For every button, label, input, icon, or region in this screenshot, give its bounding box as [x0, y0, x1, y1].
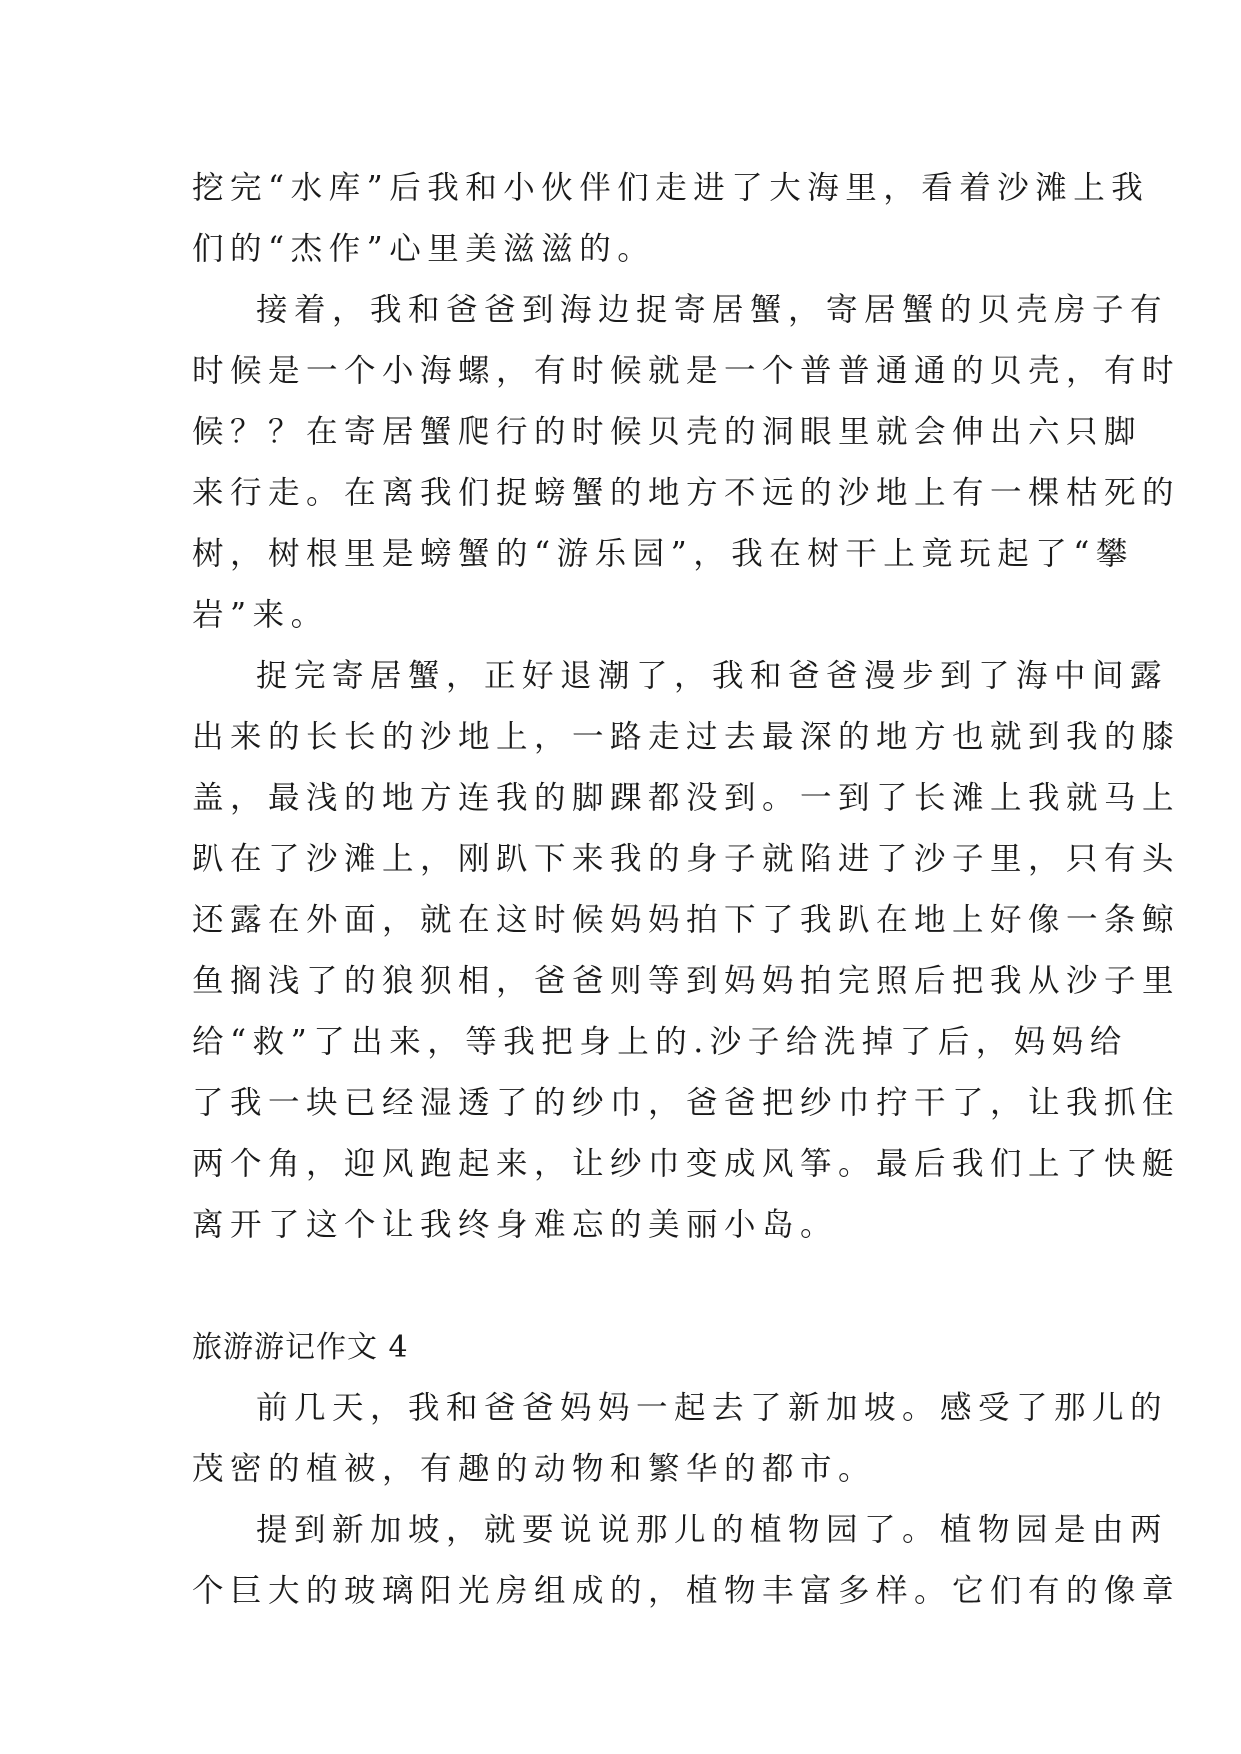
text-line: 来行走。在离我们捉螃蟹的地方不远的沙地上有一棵枯死的: [192, 475, 1181, 511]
text-line: 前几天，我和爸爸妈妈一起去了新加坡。感受了那儿的: [256, 1390, 1169, 1426]
paragraph: [192, 1500, 1181, 1622]
text-line: 还露在外面，就在这时候妈妈拍下了我趴在地上好像一条鲸: [192, 902, 1181, 938]
text-line: 挖完“水库”后我和小伙伴们走进了大海里，看着沙滩上我: [192, 170, 1150, 206]
text-line: 茂密的植被，有趣的动物和繁华的都市。: [192, 1451, 877, 1487]
text-line: 们的“杰作”心里美滋滋的。: [192, 231, 656, 267]
section-heading: 旅游游记作文 4: [192, 1330, 409, 1365]
text-line: 两个角，迎风跑起来，让纱巾变成风筝。最后我们上了快艇: [192, 1146, 1181, 1182]
text-line: 岩”来。: [192, 597, 329, 633]
text-line: 时候是一个小海螺，有时候就是一个普普通通的贝壳，有时: [192, 353, 1181, 389]
text-line: 树，树根里是螃蟹的“游乐园”，我在树干上竟玩起了“攀: [192, 536, 1134, 572]
paragraph-spacer: [192, 1256, 1050, 1317]
text-line: 鱼搁浅了的狼狈相，爸爸则等到妈妈拍完照后把我从沙子里: [192, 963, 1181, 999]
text-line: 接着，我和爸爸到海边捉寄居蟹，寄居蟹的贝壳房子有: [256, 292, 1169, 328]
paragraph: [192, 646, 1181, 1256]
text-line: 离开了这个让我终身难忘的美丽小岛。: [192, 1207, 839, 1243]
text-line: 趴在了沙滩上，刚趴下来我的身子就陷进了沙子里，只有头: [192, 841, 1181, 877]
paragraph: [192, 1378, 1169, 1500]
paragraph: [192, 280, 1181, 646]
document-body: [192, 158, 1181, 1622]
text-line: 出来的长长的沙地上，一路走过去最深的地方也就到我的膝: [192, 719, 1181, 755]
text-line: 了我一块已经湿透了的纱巾，爸爸把纱巾拧干了，让我抓住: [192, 1085, 1181, 1121]
text-line: 提到新加坡，就要说说那儿的植物园了。植物园是由两: [256, 1512, 1169, 1548]
text-line: 个巨大的玻璃阳光房组成的，植物丰富多样。它们有的像章: [192, 1573, 1181, 1609]
text-line: 候？？在寄居蟹爬行的时候贝壳的洞眼里就会伸出六只脚: [192, 414, 1143, 450]
paragraph: [192, 158, 1150, 280]
text-line: 盖，最浅的地方连我的脚踝都没到。一到了长滩上我就马上: [192, 780, 1181, 816]
text-line: 捉完寄居蟹，正好退潮了，我和爸爸漫步到了海中间露: [256, 658, 1169, 694]
text-line: 给“救”了出来，等我把身上的.沙子给洗掉了后，妈妈给: [192, 1024, 1128, 1060]
